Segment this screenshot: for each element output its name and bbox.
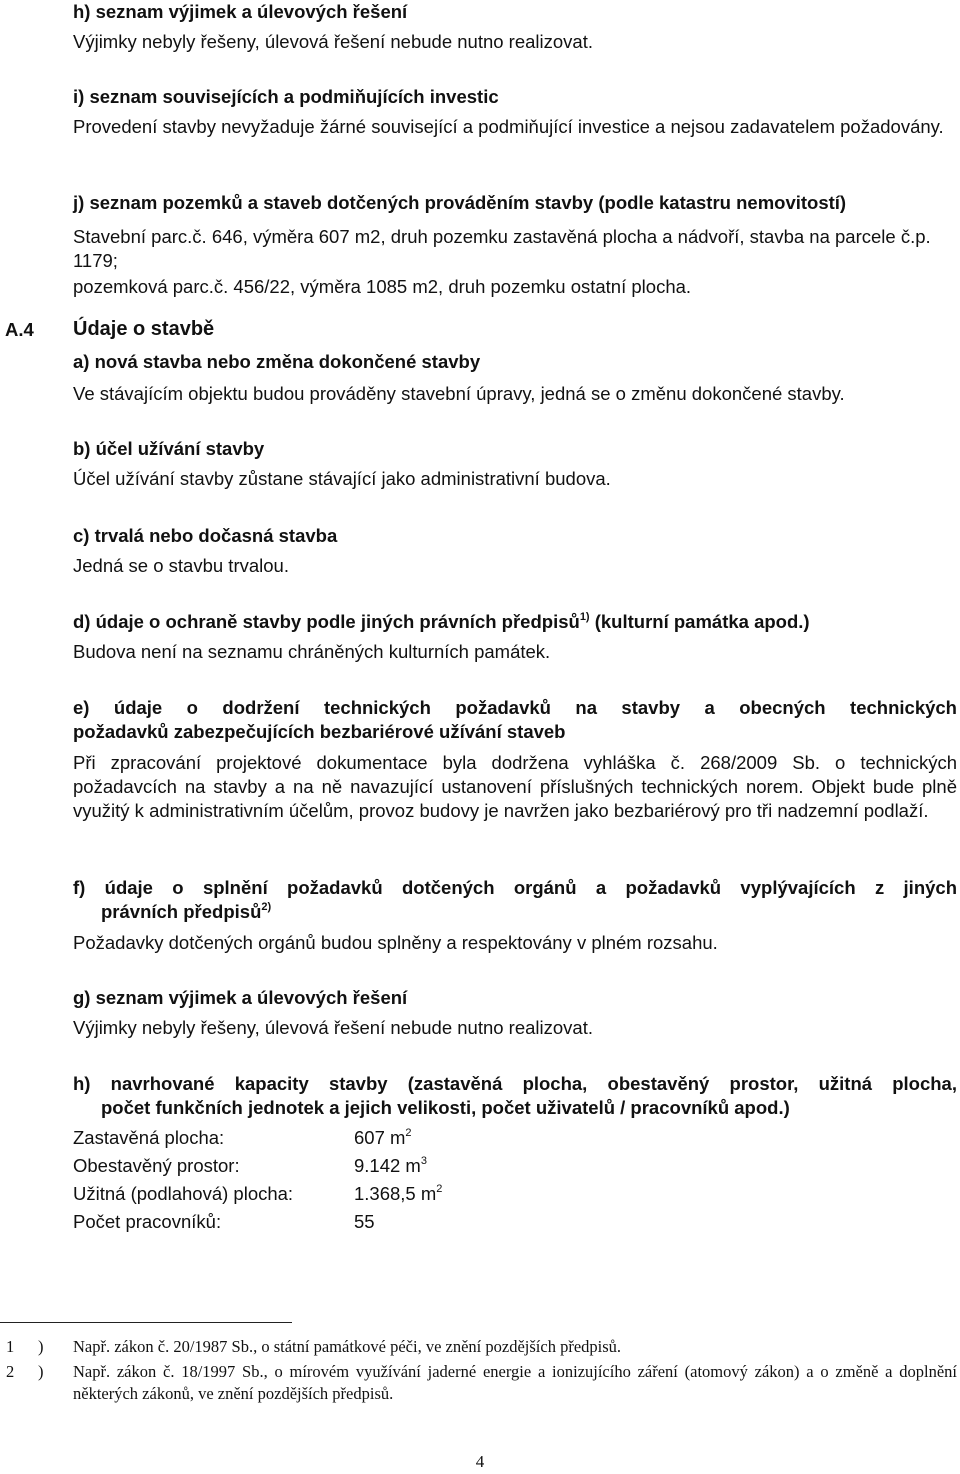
footnote-ref: 1): [579, 611, 590, 623]
section-h-top: [73, 0, 957, 54]
subsection-text: Jedná se o stavbu trvalou.: [73, 555, 289, 576]
footnote-number: 2: [6, 1362, 15, 1381]
capacity-value: 607 $m^2$: [354, 1127, 412, 1148]
footnote-ref: 2): [261, 901, 272, 913]
capacity-label: Počet pracovníků:: [73, 1211, 222, 1232]
subsection-g: [73, 986, 957, 1040]
subsection-text: Při zpracování projektové dokumentace byla dodržena vyhláška č. 268/2009 Sb. o technických požadavcích na stavby a na ně navazující ustanovení příslušných technických norem. Objekt bude plně využitý k administrativním účelům, provoz budovy je navržen jako bezbariérový pro tři nadzemní podlaží.: [73, 752, 957, 821]
capacity-value: 9.142 $m^3$: [354, 1155, 427, 1176]
capacity-row: [73, 1180, 957, 1208]
subsection-text: Ve stávajícím objektu budou prováděny stavební úpravy, jedná se o změnu dokončené stavby.: [73, 383, 845, 404]
subsection-heading: [73, 900, 957, 924]
subsection-heading: h) navrhované kapacity stavby (zastavěná plocha, obestavěný prostor, užitná plocha,: [73, 1073, 957, 1094]
footnote-text: Např. zákon č. 18/1997 Sb., o mírovém využívání jaderné energie a ionizujícího záření (atomový zákon) a o změně a doplnění některých zákonů, ve znění pozdějších předpisů.: [73, 1362, 957, 1403]
subsection-heading: požadavků zabezpečujících bezbariérové užívání staveb: [73, 721, 566, 742]
subsection-text: Budova není na seznamu chráněných kulturních památek.: [73, 641, 551, 662]
subsection-heading: a) nová stavba nebo změna dokončené stavby: [73, 351, 481, 372]
section-number: A.4: [5, 319, 34, 340]
section-text: Stavební parc.č. 646, výměra 607 m2, druh pozemku zastavěná plocha a nádvoří, stavba na parcele č.p. 1179;: [73, 226, 931, 271]
capacity-label: Obestavěný prostor:: [73, 1155, 240, 1176]
heading-text: (kulturní památka apod.): [589, 611, 810, 632]
subsection-e: [73, 696, 957, 823]
subsection-heading: g) seznam výjimek a úlevových řešení: [73, 987, 408, 1008]
footnote-text: Např. zákon č. 20/1987 Sb., o státní památkové péči, ve znění pozdějších předpisů.: [73, 1337, 622, 1356]
subsection-c: [73, 524, 957, 578]
section-heading: h) seznam výjimek a úlevových řešení: [73, 1, 408, 22]
footnote-paren: ): [38, 1337, 44, 1356]
section-heading: j) seznam pozemků a staveb dotčených prováděním stavby (podle katastru nemovitostí): [73, 192, 847, 213]
subsection-heading: c) trvalá nebo dočasná stavba: [73, 525, 338, 546]
section-text: Provedení stavby nevyžaduje žárné související a podmiňující investice a nejsou zadavatelem požadovány.: [73, 116, 944, 137]
subsection-heading: b) účel užívání stavby: [73, 438, 265, 459]
heading-text: právních předpisů: [101, 901, 262, 922]
capacity-table: [73, 1124, 957, 1236]
subsection-d: [73, 610, 957, 664]
section-title: Údaje o stavbě: [73, 318, 215, 340]
subsection-heading: e) údaje o dodržení technických požadavků na stavby a obecných technických: [73, 697, 957, 718]
section-heading: i) seznam souvisejících a podmiňujících investic: [73, 86, 499, 107]
capacity-value: 55: [354, 1211, 375, 1232]
subsection-text: Požadavky dotčených orgánů budou splněny a respektovány v plném rozsahu.: [73, 932, 718, 953]
capacity-row: [73, 1208, 957, 1236]
capacity-label: Užitná (podlahová) plocha:: [73, 1183, 294, 1204]
section-text: pozemková parc.č. 456/22, výměra 1085 m2, druh pozemku ostatní plocha.: [73, 276, 692, 297]
subsection-f: [73, 876, 957, 955]
subsection-h: [73, 1072, 957, 1236]
capacity-label: Zastavěná plocha:: [73, 1127, 225, 1148]
section-i: [73, 85, 957, 139]
footnote-divider: [0, 1322, 292, 1323]
capacity-value: 1.368,5 $m^2$: [354, 1183, 443, 1204]
subsection-b: [73, 437, 957, 491]
page-number: 4: [475, 1452, 485, 1471]
section-a4: [73, 317, 957, 341]
subsection-heading: [73, 610, 957, 634]
capacity-row: [73, 1152, 957, 1180]
footnote-number: 1: [6, 1337, 15, 1356]
section-j: [73, 191, 957, 299]
subsection-a: [73, 350, 957, 406]
footnote-paren: ): [38, 1362, 44, 1381]
subsection-text: Účel užívání stavby zůstane stávající jako administrativní budova.: [73, 468, 611, 489]
subsection-text: Výjimky nebyly řešeny, úlevová řešení nebude nutno realizovat.: [73, 1017, 593, 1038]
heading-text: d) údaje o ochraně stavby podle jiných právních předpisů: [73, 611, 580, 632]
section-text: Výjimky nebyly řešeny, úlevová řešení nebude nutno realizovat.: [73, 31, 593, 52]
subsection-heading: f) údaje o splnění požadavků dotčených orgánů a požadavků vyplývajících z jiných: [73, 877, 957, 898]
subsection-heading: počet funkčních jednotek a jejich velikosti, počet uživatelů / pracovníků apod.): [101, 1097, 790, 1118]
capacity-row: [73, 1124, 957, 1152]
